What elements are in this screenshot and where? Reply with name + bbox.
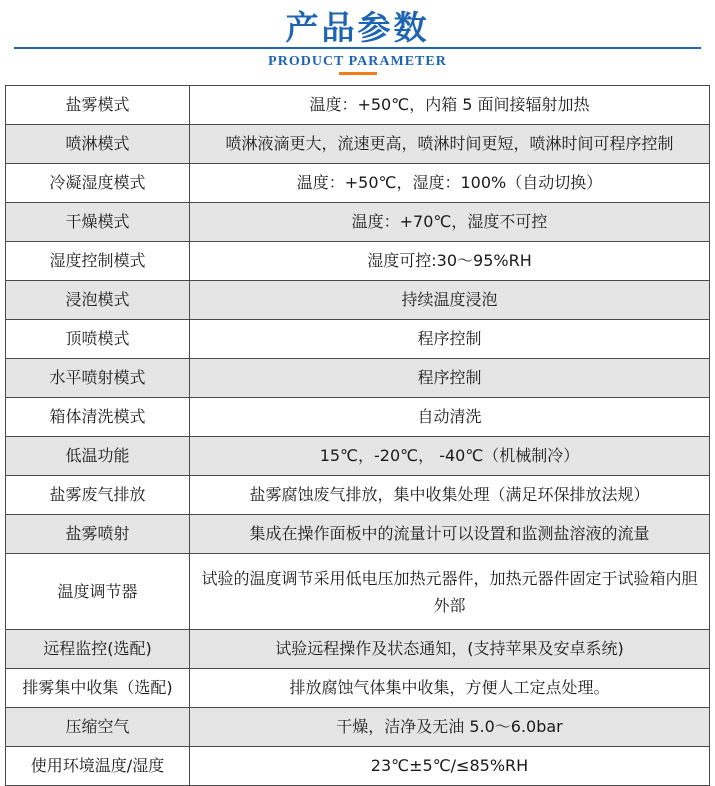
table-row (6, 359, 710, 398)
row-value: 试验远程操作及状态通知，(支持苹果及安卓系统) (190, 630, 710, 669)
row-value: 喷淋液滴更大，流速更高，喷淋时间更短，喷淋时间可程序控制 (190, 125, 710, 164)
parameter-table (5, 85, 710, 786)
row-label: 湿度控制模式 (6, 242, 190, 281)
row-label: 水平喷射模式 (6, 359, 190, 398)
page-title: 产品参数 (285, 8, 430, 47)
table-row (6, 630, 710, 669)
table-row (6, 708, 710, 747)
table-row (6, 203, 710, 242)
table-row (6, 281, 710, 320)
table-row (6, 398, 710, 437)
row-value: 干燥，洁净及无油 5.0～6.0bar (190, 708, 710, 747)
row-label: 喷淋模式 (6, 125, 190, 164)
row-label: 远程监控(选配) (6, 630, 190, 669)
row-value: 排放腐蚀气体集中收集，方便人工定点处理。 (190, 669, 710, 708)
page-subtitle: PRODUCT PARAMETER (268, 54, 447, 69)
table-row (6, 669, 710, 708)
row-value: 程序控制 (190, 320, 710, 359)
table-row (6, 437, 710, 476)
row-label: 干燥模式 (6, 203, 190, 242)
row-value: 持续温度浸泡 (190, 281, 710, 320)
row-label: 盐雾喷射 (6, 515, 190, 554)
row-label: 浸泡模式 (6, 281, 190, 320)
row-value: 温度：+50℃，湿度：100%（自动切换） (190, 164, 710, 203)
row-label: 箱体清洗模式 (6, 398, 190, 437)
row-value: 自动清洗 (190, 398, 710, 437)
table-row (6, 164, 710, 203)
table-row (6, 86, 710, 125)
table-row (6, 476, 710, 515)
table-row (6, 554, 710, 630)
page-header (0, 0, 715, 84)
row-value: 23℃±5℃/≤85%RH (190, 747, 710, 786)
row-value: 集成在操作面板中的流量计可以设置和监测盐溶液的流量 (190, 515, 710, 554)
title-divider (14, 47, 701, 49)
table-row (6, 747, 710, 786)
row-label: 压缩空气 (6, 708, 190, 747)
row-label: 使用环境温度/湿度 (6, 747, 190, 786)
row-label: 盐雾模式 (6, 86, 190, 125)
accent-bar (339, 72, 377, 75)
row-value: 温度：+70℃，湿度不可控 (190, 203, 710, 242)
row-label: 排雾集中收集（选配) (6, 669, 190, 708)
row-value: 程序控制 (190, 359, 710, 398)
row-label: 低温功能 (6, 437, 190, 476)
row-label: 冷凝湿度模式 (6, 164, 190, 203)
row-value: 湿度可控:30～95%RH (190, 242, 710, 281)
row-value: 温度：+50℃，内箱 5 面间接辐射加热 (190, 86, 710, 125)
row-value: 盐雾腐蚀废气排放，集中收集处理（满足环保排放法规） (190, 476, 710, 515)
row-value: 15℃，-20℃， -40℃（机械制冷） (190, 437, 710, 476)
row-label: 顶喷模式 (6, 320, 190, 359)
row-label: 温度调节器 (6, 554, 190, 630)
row-value: 试验的温度调节采用低电压加热元器件，加热元器件固定于试验箱内胆外部 (190, 554, 710, 630)
table-row (6, 242, 710, 281)
row-label: 盐雾废气排放 (6, 476, 190, 515)
table-row (6, 320, 710, 359)
table-row (6, 125, 710, 164)
table-row (6, 515, 710, 554)
